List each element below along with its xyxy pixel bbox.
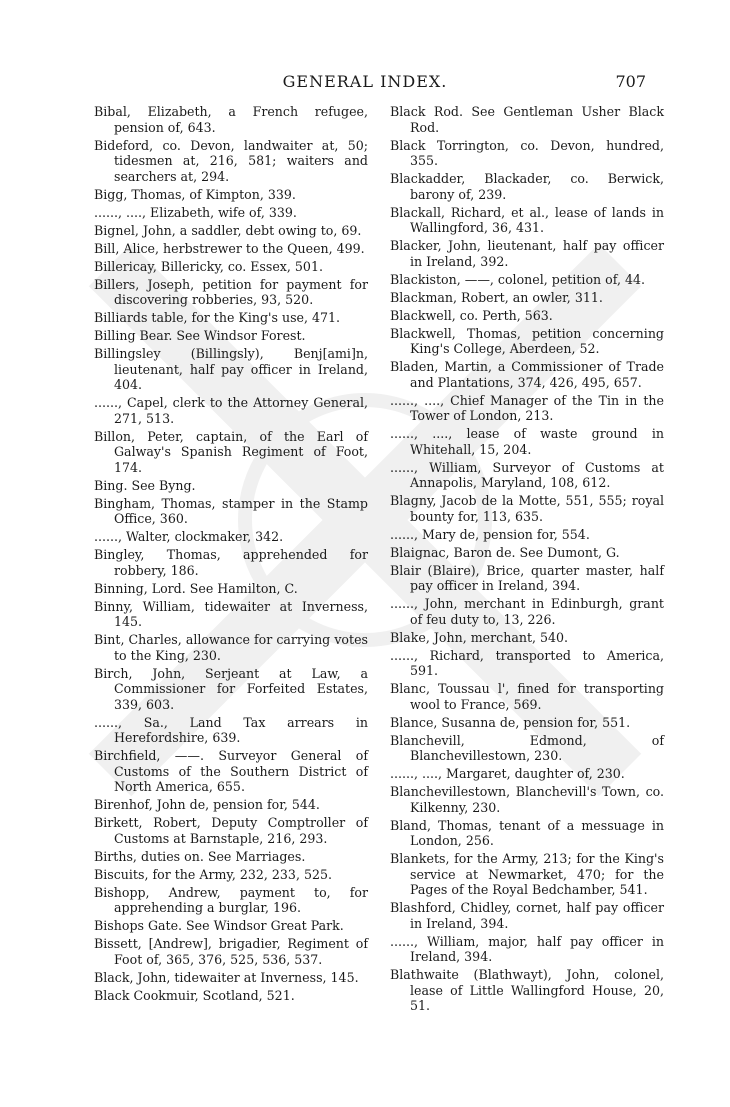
index-entry: ......, ...., Chief Manager of the Tin in the Tower of London, 213. xyxy=(390,392,664,423)
index-entry: Blankets, for the Army, 213; for the King's service at Newmarket, 470; for the Pages of the Royal Bedchamber, 541. xyxy=(390,851,664,897)
index-entry: Birenhof, John de, pension for, 544. xyxy=(94,797,320,812)
index-entry: Bignel, John, a saddler, debt owing to, 69. xyxy=(94,222,362,238)
index-entry: Bill, Alice, herbstrewer to the Queen, 499. xyxy=(94,240,365,256)
index-entry: Billon, Peter, captain, of the Earl of Galway's Spanish Regiment of Foot, 174. xyxy=(94,428,368,475)
index-entry: ......, Mary de, pension for, 554. xyxy=(390,526,590,542)
index-entry: ......, William, Surveyor of Customs at Annapolis, Maryland, 108, 612. xyxy=(390,459,664,490)
index-entry: ......, ...., lease of waste ground in Whitehall, 15, 204. xyxy=(390,426,664,457)
index-entry: Blacker, John, lieutenant, half pay officer in Ireland, 392. xyxy=(390,238,664,269)
index-entry: Blackall, Richard, et al., lease of lands in Wallingford, 36, 431. xyxy=(390,204,664,235)
index-entry: Billing Bear. See Windsor Forest. xyxy=(94,328,306,343)
index-entry: Blackman, Robert, an owler, 311. xyxy=(390,289,603,305)
index-entry: Bissett, [Andrew], brigadier, Regiment of Foot of, 365, 376, 525, 536, 537. xyxy=(94,936,368,967)
page-header xyxy=(0,72,730,96)
index-entry: Binning, Lord. See Hamilton, C. xyxy=(94,580,298,596)
index-entry: Blair (Blaire), Brice, quarter master, half pay officer in Ireland, 394. xyxy=(390,562,664,593)
index-entry: Bing. See Byng. xyxy=(94,477,196,493)
index-entry: Blanchevillestown, Blanchevill's Town, co. Kilkenny, 230. xyxy=(390,784,664,815)
index-entry: ......, William, major, half pay officer in Ireland, 394. xyxy=(390,933,664,964)
index-entry: Bland, Thomas, tenant of a messuage in London, 256. xyxy=(390,817,664,848)
index-entry: Blackwell, Thomas, petition concerning King's College, Aberdeen, 52. xyxy=(390,325,664,356)
index-entry: ......, Sa., Land Tax arrears in Herefordshire, 639. xyxy=(94,714,368,745)
index-entry: Binny, William, tidewaiter at Inverness, 145. xyxy=(94,598,368,629)
index-entry: Black Cookmuir, Scotland, 521. xyxy=(94,987,295,1003)
index-entry: Blackadder, Blackader, co. Berwick, barony of, 239. xyxy=(390,171,664,202)
index-entry: Billers, Joseph, petition for payment for discovering robberies, 93, 520. xyxy=(94,276,368,307)
index-entry: Births, duties on. See Marriages. xyxy=(94,848,306,864)
index-entry: ......, ...., Elizabeth, wife of, 339. xyxy=(94,204,297,220)
index-entry: Bishops Gate. See Windsor Great Park. xyxy=(94,918,344,933)
index-entry: ......, John, merchant in Edinburgh, grant of feu duty to, 13, 226. xyxy=(390,596,664,627)
index-entry: Bigg, Thomas, of Kimpton, 339. xyxy=(94,186,296,202)
index-entry: Bint, Charles, allowance for carrying votes to the King, 230. xyxy=(94,632,368,663)
page-number: 707 xyxy=(615,72,646,91)
index-entry: Blashford, Chidley, cornet, half pay officer in Ireland, 394. xyxy=(390,900,664,931)
index-entry: Billiards table, for the King's use, 471. xyxy=(94,310,341,325)
index-entry: Blagny, Jacob de la Motte, 551, 555; royal bounty for, 113, 635. xyxy=(390,493,664,524)
index-entry: Birch, John, Serjeant at Law, a Commissioner for Forfeited Estates, 339, 603. xyxy=(94,665,368,712)
running-title: GENERAL INDEX. xyxy=(282,72,448,91)
index-entry: ......, Richard, transported to America, 591. xyxy=(390,647,664,678)
index-entry: ......, Capel, clerk to the Attorney General, 271, 513. xyxy=(94,395,368,426)
index-entry: Black Torrington, co. Devon, hundred, 355. xyxy=(390,137,664,168)
index-entry: Blake, John, merchant, 540. xyxy=(390,629,569,645)
index-entry: Blaignac, Baron de. See Dumont, G. xyxy=(390,544,620,560)
index-entry: Black Rod. See Gentleman Usher Black Rod. xyxy=(390,104,664,135)
index-entry: Blanchevill, Edmond, of Blanchevillestown, 230. xyxy=(390,732,664,763)
index-entry: Black, John, tidewaiter at Inverness, 145. xyxy=(94,969,359,985)
index-column-right xyxy=(390,104,664,1016)
index-entry: Blackwell, co. Perth, 563. xyxy=(390,307,553,323)
index-entry: Bladen, Martin, a Commissioner of Trade and Plantations, 374, 426, 495, 657. xyxy=(390,359,664,390)
index-entry: Blathwaite (Blathwayt), John, colonel, lease of Little Wallingford House, 20, 51. xyxy=(390,967,664,1013)
index-entry: Bideford, co. Devon, landwaiter at, 50; tidesmen at, 216, 581; waiters and searchers at, 294. xyxy=(94,137,368,184)
index-entry: Bingham, Thomas, stamper in the Stamp Office, 360. xyxy=(94,495,368,526)
index-entry: Birkett, Robert, Deputy Comptroller of Customs at Barnstaple, 216, 293. xyxy=(94,815,368,846)
index-entry: ......, ...., Margaret, daughter of, 230. xyxy=(390,766,625,781)
index-entry: Bibal, Elizabeth, a French refugee, pension of, 643. xyxy=(94,104,368,135)
index-column-left xyxy=(94,104,368,1006)
index-entry: Blanc, Toussau l', fined for transporting wool to France, 569. xyxy=(390,681,664,712)
index-entry: Blance, Susanna de, pension for, 551. xyxy=(390,714,631,730)
index-entry: ......, Walter, clockmaker, 342. xyxy=(94,529,284,544)
index-entry: Bishopp, Andrew, payment to, for apprehending a burglar, 196. xyxy=(94,884,368,915)
index-entry: Biscuits, for the Army, 232, 233, 525. xyxy=(94,866,332,882)
index-entry: Bingley, Thomas, apprehended for robbery, 186. xyxy=(94,547,368,578)
index-entry: Billingsley (Billingsly), Benj[ami]n, lieutenant, half pay officer in Ireland, 404. xyxy=(94,346,368,392)
index-entry: Blackiston, ——, colonel, petition of, 44. xyxy=(390,271,645,287)
index-entry: Birchfield, ——. Surveyor General of Customs of the Southern District of North America, 655. xyxy=(94,748,368,794)
index-entry: Billericay, Billericky, co. Essex, 501. xyxy=(94,258,323,274)
